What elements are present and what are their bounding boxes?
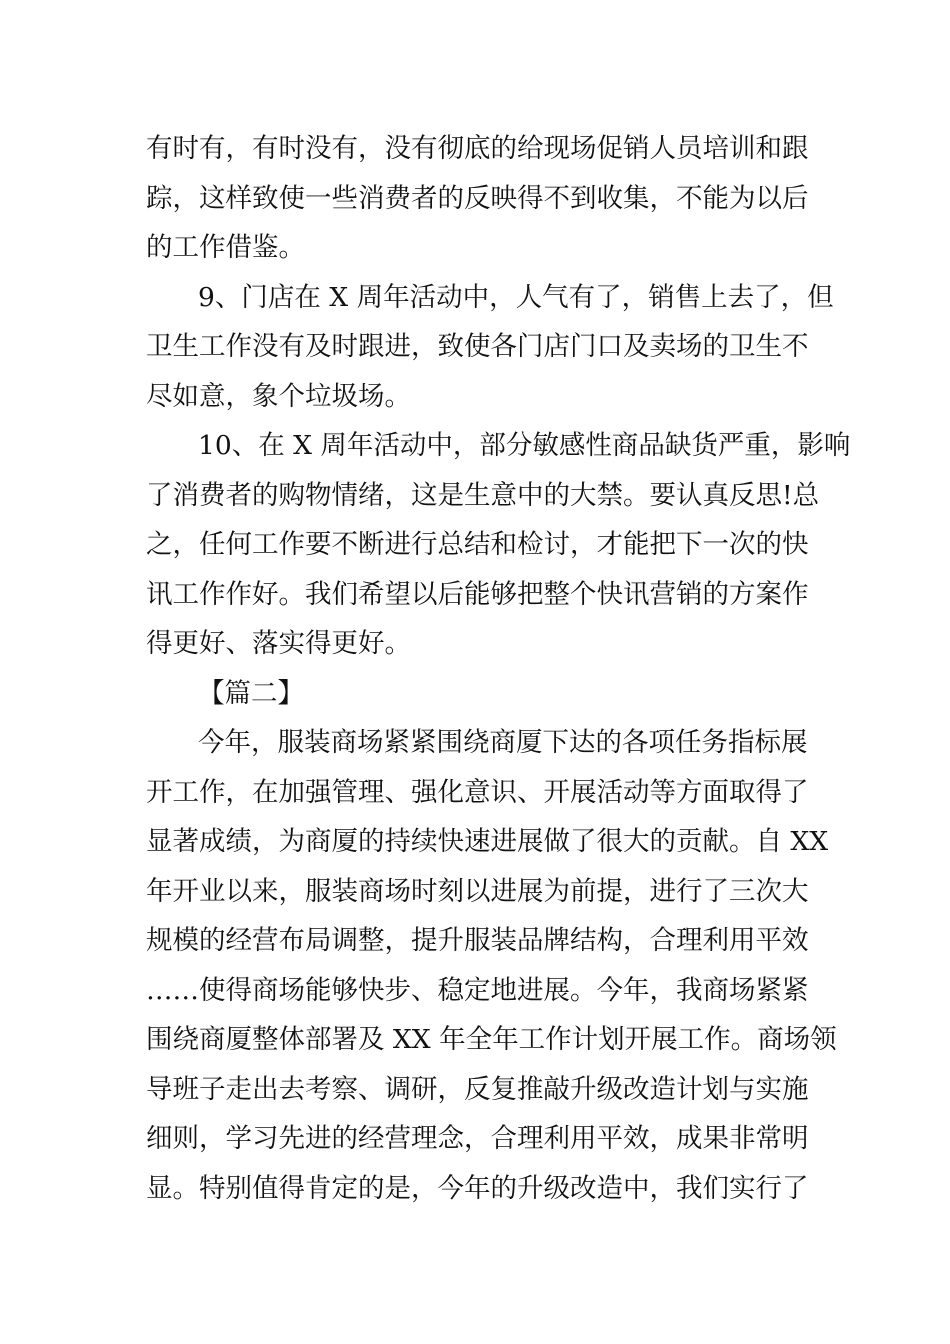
text-line: 导班子走出去考察、调研，反复推敲升级改造计划与实施 bbox=[146, 1073, 809, 1105]
text-line: 围绕商厦整体部署及 XX 年全年工作计划开展工作。商场领 bbox=[146, 1024, 837, 1055]
text-line: 规模的经营布局调整，提升服装品牌结构，合理利用平效 bbox=[146, 925, 809, 956]
text-line: 开工作，在加强管理、强化意识、开展活动等方面取得了 bbox=[146, 776, 809, 808]
paragraph-item-10-start: 10、在 X 周年活动中，部分敏感性商品缺货严重，影响 bbox=[198, 430, 851, 461]
text-line: 显。特别值得肯定的是，今年的升级改造中，我们实行了 bbox=[146, 1172, 809, 1204]
text-line: 卫生工作没有及时跟进，致使各门店门口及卖场的卫生不 bbox=[146, 331, 809, 362]
text-line: 得更好、落实得更好。 bbox=[146, 628, 411, 659]
text-line: 尽如意，象个垃圾场。 bbox=[146, 380, 411, 412]
paragraph-start: 今年，服装商场紧紧围绕商厦下达的各项任务指标展 bbox=[198, 727, 808, 758]
text-line: 有时有，有时没有，没有彻底的给现场促销人员培训和跟 bbox=[146, 133, 809, 164]
text-line: 讯工作作好。我们希望以后能够把整个快讯营销的方案作 bbox=[146, 578, 809, 610]
text-line: 了消费者的购物情绪，这是生意中的大禁。要认真反思!总 bbox=[146, 479, 820, 511]
section-heading: 【篇二】 bbox=[198, 677, 304, 709]
paragraph-item-9-start: 9、门店在 X 周年活动中，人气有了，销售上去了，但 bbox=[198, 281, 834, 313]
body-text bbox=[146, 124, 851, 1213]
text-line: 踪，这样致使一些消费者的反映得不到收集，不能为以后 bbox=[146, 182, 809, 214]
text-line: 之，任何工作要不断进行总结和检讨，才能把下一次的快 bbox=[146, 529, 809, 560]
text-line: 显著成绩，为商厦的持续快速进展做了很大的贡献。自 XX bbox=[146, 826, 829, 857]
text-line: 细则，学习先进的经营理念，合理利用平效，成果非常明 bbox=[146, 1123, 809, 1154]
text-line: 的工作借鉴。 bbox=[146, 232, 305, 263]
text-line: 年开业以来，服装商场时刻以进展为前提，进行了三次大 bbox=[146, 875, 809, 907]
text-line: ……使得商场能够快步、稳定地进展。今年，我商场紧紧 bbox=[146, 974, 809, 1006]
